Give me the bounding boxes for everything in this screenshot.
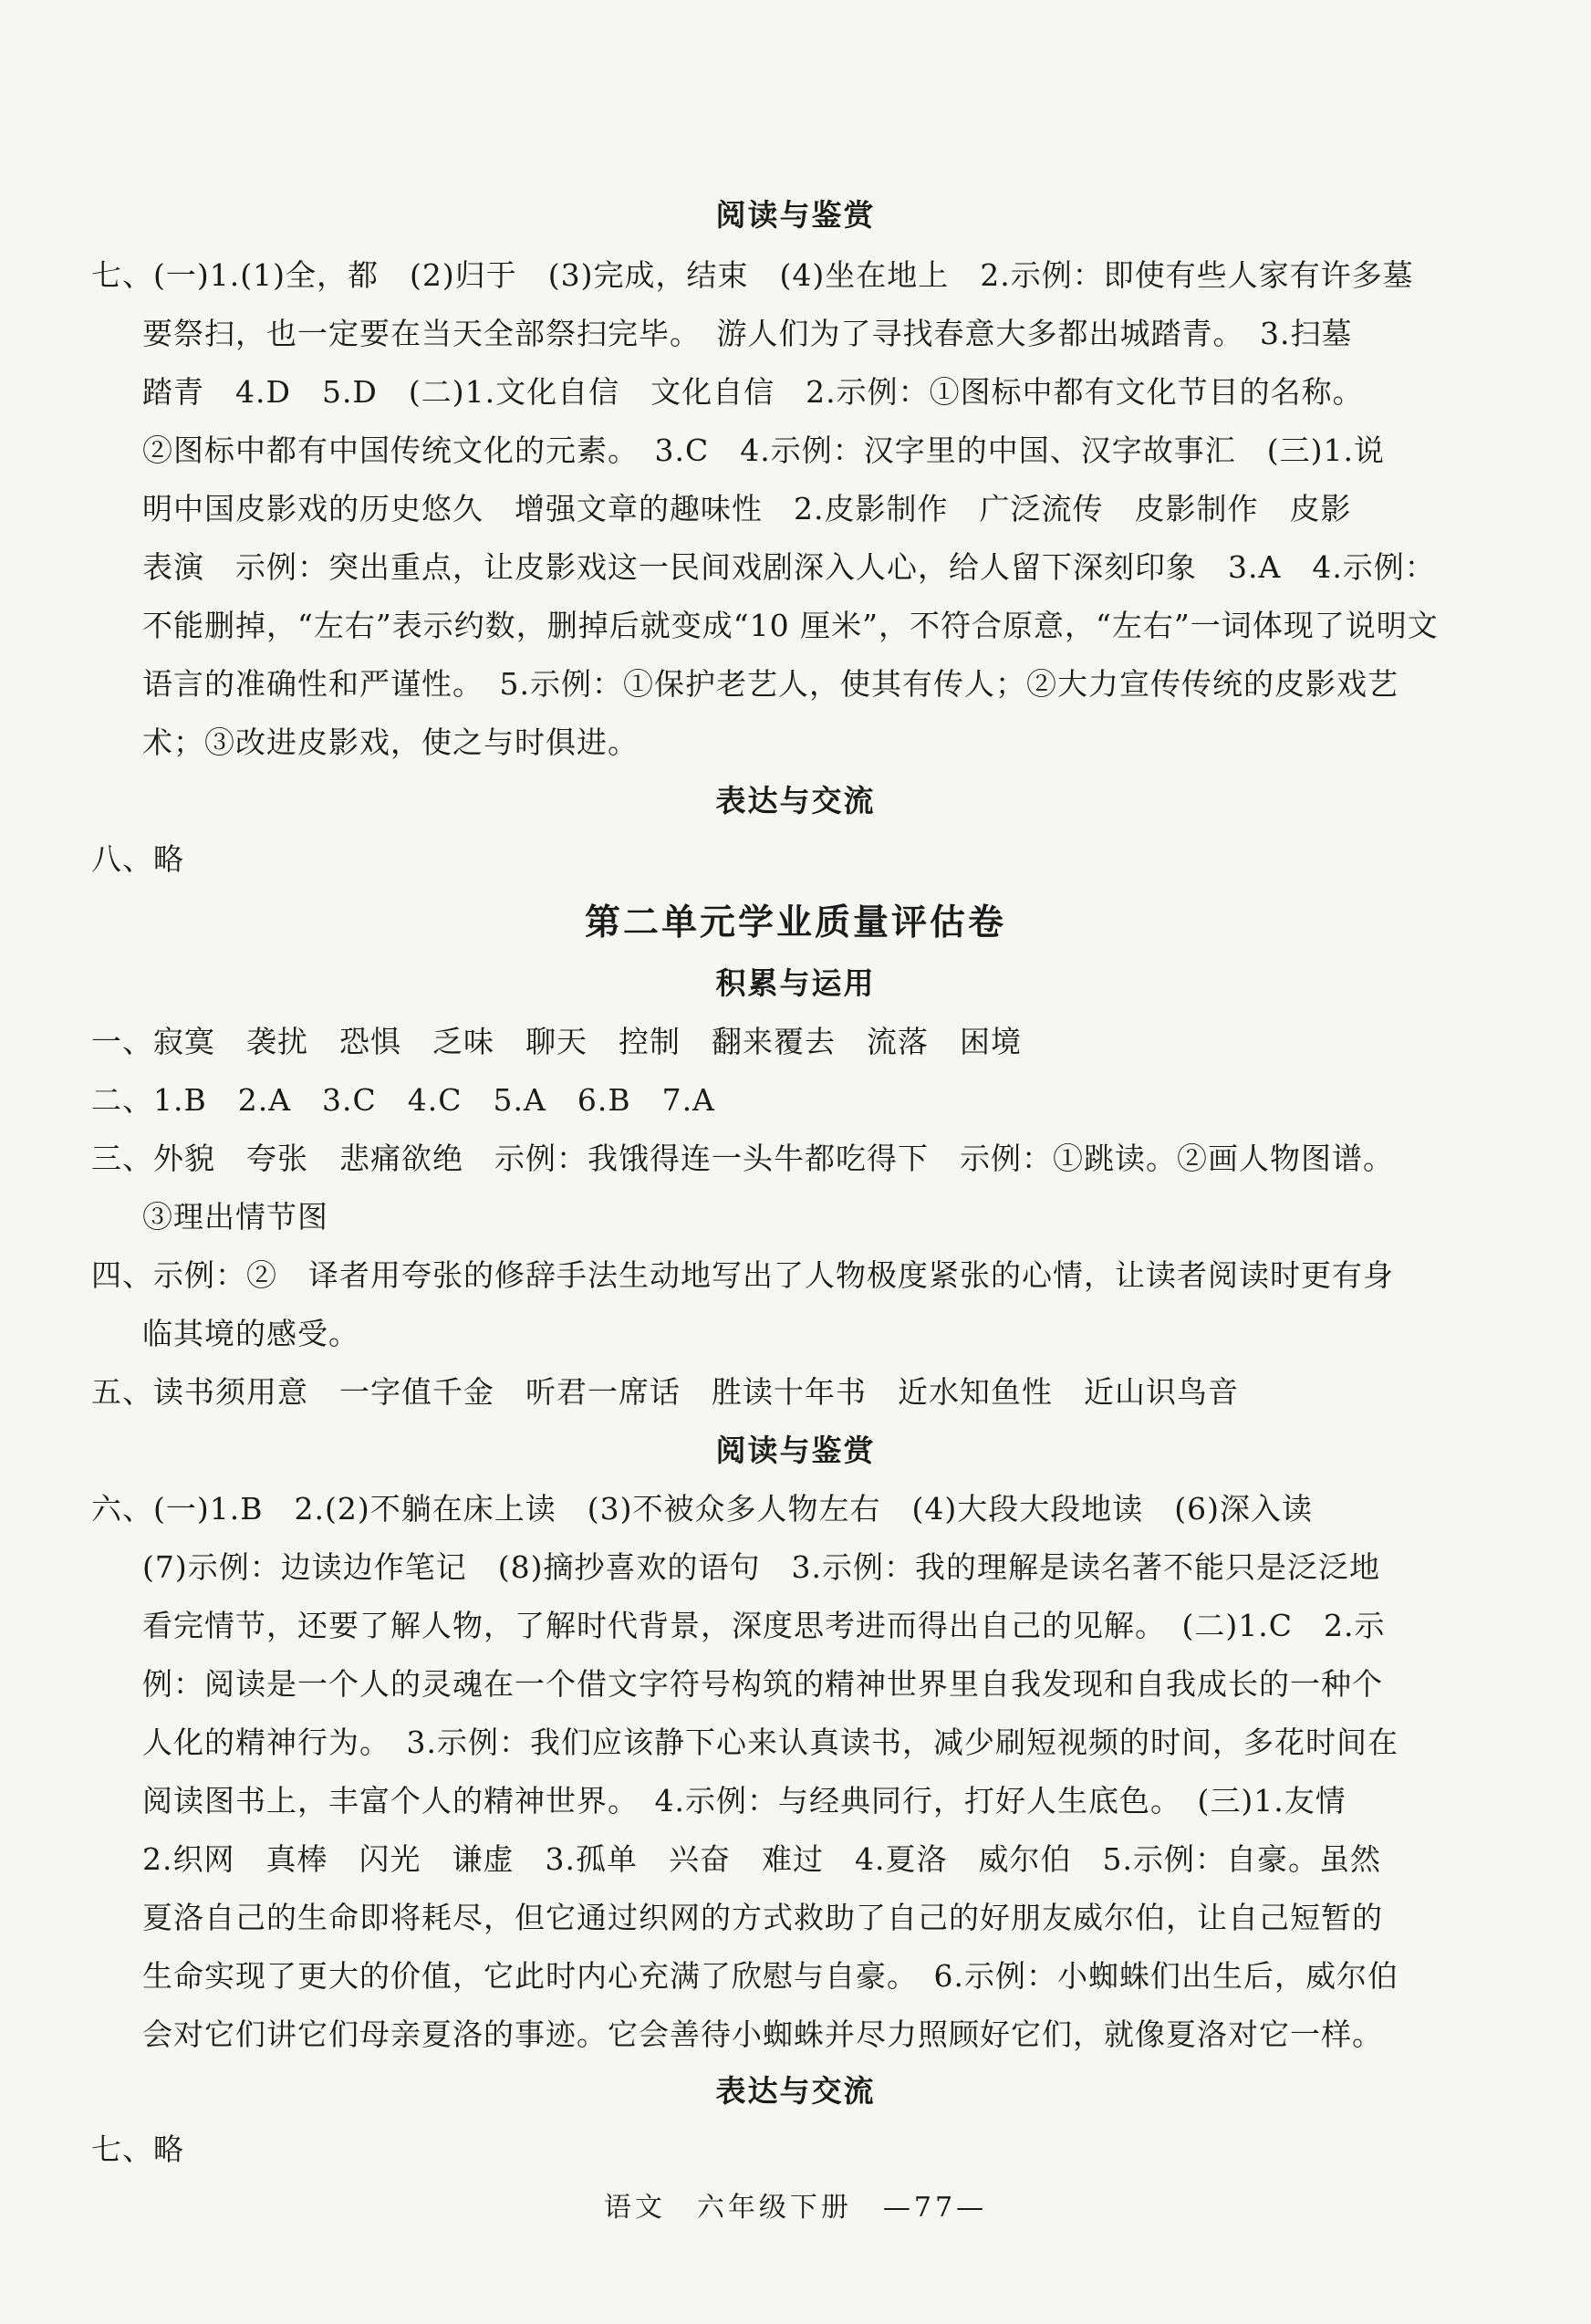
answer-line: 七、(一)1.(1)全，都 (2)归于 (3)完成，结束 (4)坐在地上 2.示例：即使有些人家有许多墓 — [91, 257, 1414, 293]
answer-line: 临其境的感受。 — [142, 1316, 359, 1351]
answer-line: 不能删掉，“左右”表示约数，删掉后就变成“10 厘米”，不符合原意，“左右”一词体现了说明文 — [142, 608, 1439, 643]
answer-line: 2.织网 真棒 闪光 谦虚 3.孤单 兴奋 难过 4.夏洛 威尔伯 5.示例：自豪。虽然 — [142, 1841, 1381, 1877]
answer-line: 要祭扫，也一定要在当天全部祭扫完毕。 游人们为了寻找春意大多都出城踏青。 3.扫墓 — [142, 316, 1353, 351]
answer-line: 会对它们讲它们母亲夏洛的事迹。它会善待小蜘蛛并尽力照顾好它们，就像夏洛对它一样。 — [142, 2017, 1383, 2052]
answer-line: 表演 示例：突出重点，让皮影戏这一民间戏剧深入人心，给人留下深刻印象 3.A 4.示例： — [142, 549, 1436, 585]
answer-line: 术；③改进皮影戏，使之与时俱进。 — [142, 724, 639, 760]
answer-line: 人化的精神行为。 3.示例：我们应该静下心来认真读书，减少刷短视频的时间，多花时间在 — [142, 1725, 1399, 1760]
answer-line: 明中国皮影戏的历史悠久 增强文章的趣味性 2.皮影制作 广泛流传 皮影制作 皮影 — [142, 491, 1352, 526]
answer-line: 看完情节，还要了解人物，了解时代背景，深度思考进而得出自己的见解。 (二)1.C 2.示 — [142, 1608, 1386, 1643]
answer-line: ③理出情节图 — [142, 1199, 328, 1235]
section-heading-expression-2: 表达与交流 — [715, 2073, 876, 2109]
answer-line: 一、寂寞 袭扰 恐惧 乏味 聊天 控制 翻来覆去 流落 困境 — [91, 1024, 1022, 1059]
answer-line: 八、略 — [91, 841, 184, 877]
answer-line: (7)示例：边读边作笔记 (8)摘抄喜欢的语句 3.示例：我的理解是读名著不能只是泛泛地 — [142, 1549, 1380, 1585]
answer-line: ②图标中都有中国传统文化的元素。 3.C 4.示例：汉字里的中国、汉字故事汇 (三)1.说 — [142, 432, 1385, 468]
answer-line: 踏青 4.D 5.D (二)1.文化自信 文化自信 2.示例：①图标中都有文化节目的名称。 — [142, 374, 1364, 410]
answer-line: 阅读图书上，丰富个人的精神世界。 4.示例：与经典同行，打好人生底色。 (三)1.友情 — [142, 1783, 1347, 1819]
answer-line: 三、外貌 夸张 悲痛欲绝 示例：我饿得连一头牛都吃得下 示例：①跳读。②画人物图谱。 — [91, 1141, 1394, 1176]
section-heading-accumulation: 积累与运用 — [715, 965, 876, 1001]
unit-title: 第二单元学业质量评估卷 — [584, 902, 1006, 943]
answer-line: 例：阅读是一个人的灵魂在一个借文字符号构筑的精神世界里自我发现和自我成长的一种个 — [142, 1666, 1383, 1702]
answer-line: 四、示例：② 译者用夸张的修辞手法生动地写出了人物极度紧张的心情，让读者阅读时更有身 — [91, 1257, 1394, 1293]
answer-line: 语言的准确性和严谨性。 5.示例：①保护老艺人，使其有传人；②大力宣传传统的皮影戏艺 — [142, 666, 1399, 702]
section-heading-expression-1: 表达与交流 — [715, 783, 876, 818]
page-footer: 语文 六年级下册 —77— — [603, 2192, 988, 2224]
answer-line: 五、读书须用意 一字值千金 听君一席话 胜读十年书 近水知鱼性 近山识鸟音 — [91, 1374, 1239, 1410]
answer-line: 七、略 — [91, 2131, 184, 2167]
answer-line: 六、(一)1.B 2.(2)不躺在床上读 (3)不被众多人物左右 (4)大段大段地读 (6)深入读 — [91, 1491, 1313, 1527]
section-heading-reading-2: 阅读与鉴赏 — [715, 1433, 876, 1468]
answer-line: 二、1.B 2.A 3.C 4.C 5.A 6.B 7.A — [91, 1082, 715, 1118]
section-heading-reading-1: 阅读与鉴赏 — [715, 197, 876, 233]
answer-line: 夏洛自己的生命即将耗尽，但它通过织网的方式救助了自己的好朋友威尔伯，让自己短暂的 — [142, 1900, 1383, 1935]
answer-line: 生命实现了更大的价值，它此时内心充满了欣慰与自豪。 6.示例：小蜘蛛们出生后，威尔伯 — [142, 1958, 1399, 1994]
